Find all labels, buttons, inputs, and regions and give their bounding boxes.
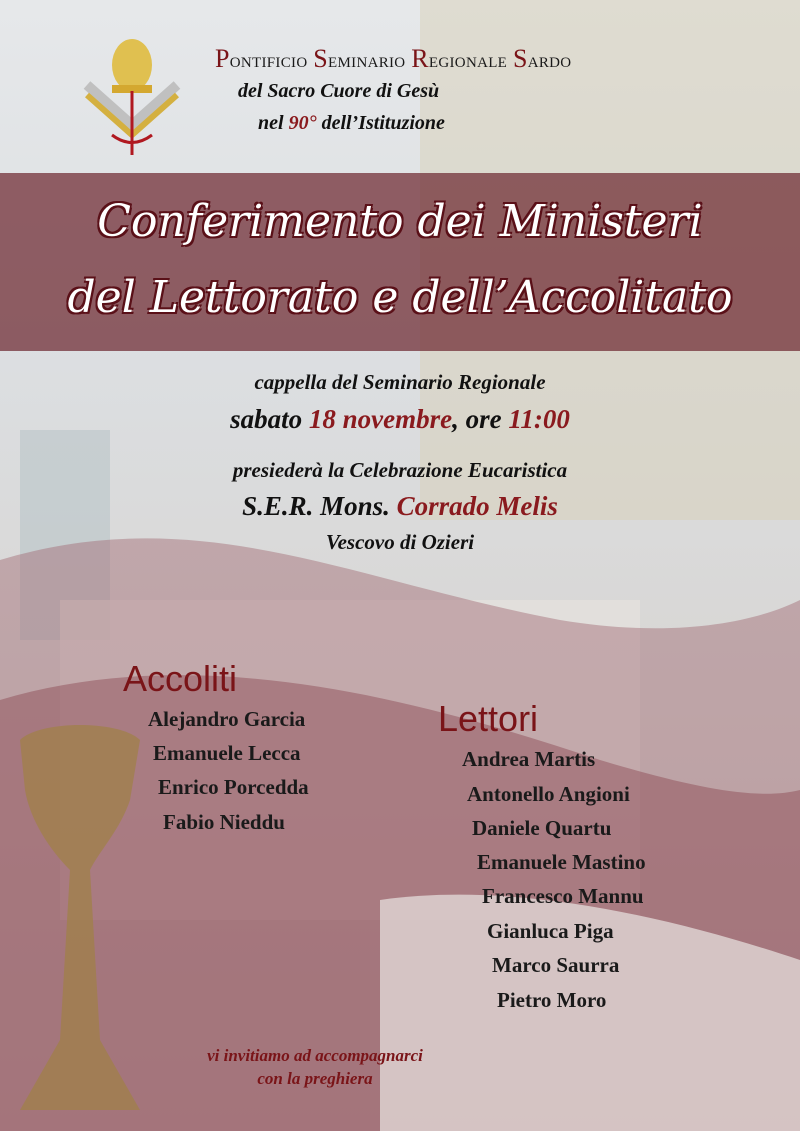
accoliti-heading: Accoliti	[123, 658, 238, 699]
footer-invite-line-1: vi invitiamo ad accompagnarci	[207, 1046, 423, 1065]
celebrant-role: Vescovo di Ozieri	[325, 530, 475, 554]
papal-coat-of-arms-logo	[72, 25, 192, 160]
lettore-name: Daniele Quartu	[472, 816, 612, 840]
lettore-name: Andrea Martis	[462, 747, 596, 771]
celebrant: S.E.R. Mons. Corrado Melis	[242, 491, 558, 521]
accolito-name: Alejandro Garcia	[148, 707, 306, 731]
accolito-name: Enrico Porcedda	[158, 775, 309, 799]
lettore-name: Gianluca Piga	[487, 919, 614, 943]
accolito-name: Emanuele Lecca	[153, 741, 301, 765]
lettori-heading: Lettori	[438, 698, 539, 739]
lettore-name: Marco Saurra	[492, 953, 620, 977]
institution-name: Pontificio Seminario Regionale Sardo	[215, 44, 572, 73]
title-line-2: del Lettorato e dell’Accolitato	[67, 272, 733, 323]
event-datetime: sabato 18 novembre, ore 11:00	[230, 404, 570, 434]
lettore-name: Francesco Mannu	[482, 884, 644, 908]
lettore-name: Pietro Moro	[497, 988, 607, 1012]
anniversary: nel 90° dell’Istituzione	[258, 112, 445, 134]
event-celebration: presiederà la Celebrazione Eucaristica	[232, 458, 568, 482]
lettore-name: Emanuele Mastino	[477, 850, 646, 874]
lettore-name: Antonello Angioni	[467, 782, 630, 806]
footer-invite-line-2: con la preghiera	[257, 1069, 373, 1088]
institution-subtitle: del Sacro Cuore di Gesù	[238, 80, 440, 102]
title-line-1: Conferimento dei Ministeri	[97, 196, 703, 247]
accolito-name: Fabio Nieddu	[163, 810, 285, 834]
event-place: cappella del Seminario Regionale	[254, 370, 546, 394]
